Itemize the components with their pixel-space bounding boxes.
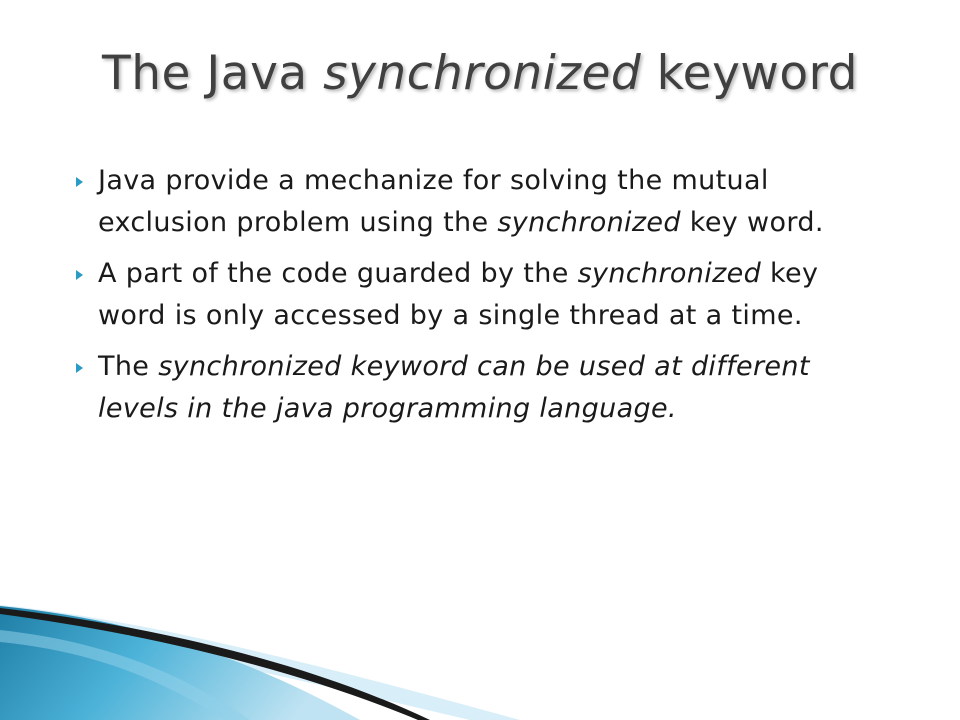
bullet-text-italic: synchronized xyxy=(497,207,681,238)
bullet-text: key word. xyxy=(680,207,824,238)
bullet-text: key word is only accessed by a single thread at a time. xyxy=(98,258,819,331)
bullet-text: Java provide a mechanize for solving the mutual exclusion problem using the xyxy=(98,165,769,238)
bullet-list xyxy=(76,160,866,439)
title-text-italic: synchronized xyxy=(323,46,642,101)
bullet-text: The xyxy=(98,351,159,382)
swoosh-blue-band xyxy=(0,606,360,720)
swoosh-dark-band xyxy=(0,608,430,720)
bullet-item xyxy=(76,160,866,244)
slide-title xyxy=(0,46,960,101)
bullet-text-italic: synchronized xyxy=(577,258,762,289)
title-text-start: The Java xyxy=(102,46,324,101)
swoosh-light-band xyxy=(0,605,520,720)
bullet-arrow-icon xyxy=(76,177,83,187)
bullet-arrow-icon xyxy=(76,270,83,280)
bullet-arrow-icon xyxy=(76,363,83,373)
bullet-text: A part of the code guarded by the xyxy=(98,258,578,289)
swoosh-highlight xyxy=(0,630,250,720)
bullet-text-italic: synchronized keyword can be used at different levels in the java programming language. xyxy=(98,351,810,424)
title-text-end: keyword xyxy=(641,46,858,101)
bullet-item xyxy=(76,253,866,337)
bullet-item xyxy=(76,346,866,430)
